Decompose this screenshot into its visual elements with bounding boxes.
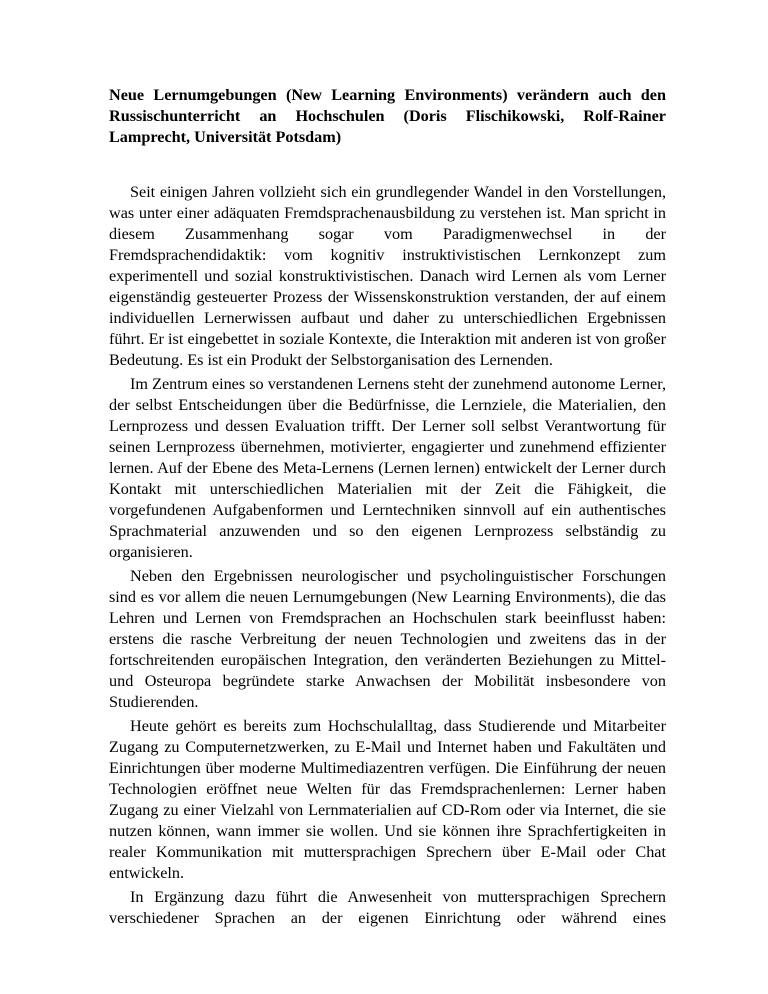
paragraph-4: Heute gehört es bereits zum Hochschulalltag, dass Studierende und Mitarbeiter Zugang zu Computernetzwerken, zu E-Mail und Internet haben und Fakultäten und Einrichtungen über moderne Multimediazentren verfügen. Die Einführung der neuen Technologien eröffnet neue Welten für das Fremdsprachenlernen: Lerner haben Zugang zu einer Vielzahl von Lernmaterialien auf CD-Rom oder via Internet, die sie nutzen können, wann immer sie wollen. Und sie können ihre Sprachfertigkeiten in realer Kommunikation mit muttersprachigen Sprechern über E-Mail oder Chat entwickeln. — [109, 717, 666, 882]
paragraph-5: In Ergänzung dazu führt die Anwesenheit von muttersprachigen Sprechern verschiedener Sprachen an der eigenen Einrichtung oder während eines — [109, 888, 666, 927]
paragraph-1: Seit einigen Jahren vollzieht sich ein grundlegender Wandel in den Vorstellungen, was unter einer adäquaten Fremdsprachenausbildung zu verstehen ist. Man spricht in diesem Zusammenhang sogar vom Paradigmenwechsel in der Fremdsprachendidaktik: vom kognitiv instruktivistischen Lernkonzept zum experimentell und sozial konstruktivistischen. Danach wird Lernen als vom Lerner eigenständig gesteuerter Prozess der Wissenskonstruktion verstanden, der auf einem individuellen Lernerwissen aufbaut und daher zu unterschiedlichen Ergebnissen führt. Er ist eingebettet in soziale Kontexte, die Interaktion mit anderen ist von großer Bedeutung. Es ist ein Produkt der Selbstorganisation des Lernenden. — [109, 183, 666, 369]
document-title: Neue Lernumgebungen (New Learning Environments) verändern auch den Russischunterricht an Hochschulen (Doris Flischikowski, Rolf-Rainer Lamprecht, Universität Potsdam) — [109, 86, 666, 146]
paragraph-2: Im Zentrum eines so verstandenen Lernens steht der zunehmend autonome Lerner, der selbst Entscheidungen über die Bedürfnisse, die Lernziele, die Materialien, den Lernprozess und dessen Evaluation trifft. Der Lerner soll selbst Verantwortung für seinen Lernprozess übernehmen, motivierter, engagierter und zunehmend effizienter lernen. Auf der Ebene des Meta-Lernens (Lernen lernen) entwickelt der Lerner durch Kontakt mit unterschiedlichen Materialien mit der Zeit die Fähigkeit, die vorgefundenen Aufgabenformen und Lerntechniken sinnvoll auf ein authentisches Sprachmaterial anzuwenden und so den eigenen Lernprozess selbständig zu organisieren. — [109, 375, 666, 561]
paragraph-3: Neben den Ergebnissen neurologischer und psycholinguistischer Forschungen sind es vor allem die neuen Lernumgebungen (New Learning Environments), die das Lehren und Lernen von Fremdsprachen an Hochschulen stark beeinflusst haben: erstens die rasche Verbreitung der neuen Technologien und zweitens das in der fortschreitenden europäischen Integration, den veränderten Beziehungen zu Mittel- und Osteuropa begründete starke Anwachsen der Mobilität insbesondere von Studierenden. — [109, 567, 666, 711]
document-page — [109, 85, 666, 932]
